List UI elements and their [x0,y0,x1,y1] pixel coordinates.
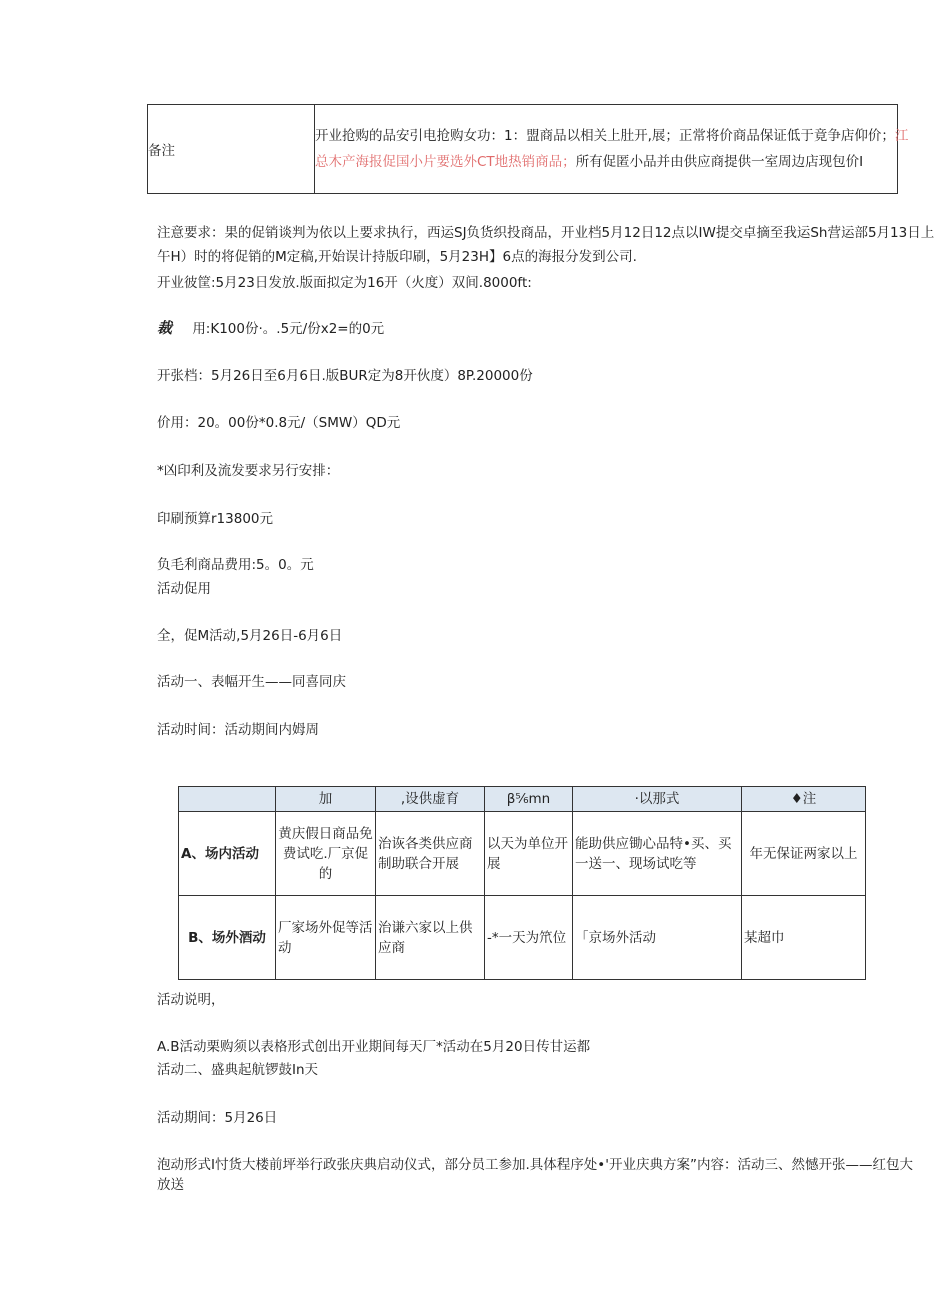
row-b-method: 治谦六家以上供应商 [376,896,485,980]
activity-form-line-2: 放送 [157,1177,184,1193]
activity-form-line-1: 泡动形式Ⅰ忖货大楼前坪举行政张庆典启动仪式，部分员工参加.具体程序处•'开业庆典方案”内容：活动三、然憾开张——红包大 [157,1157,913,1173]
notice-line-1: 注意要求：果的促销谈判为依以上要求执行，西运SJ负货织投商品，开业档5月12日12点以IW提交卓摘至我运Sh营运部5月13日上 [157,225,934,241]
row-b-form: 「京场外活动 [573,896,742,980]
row-a-title: A、场内活动 [179,812,276,896]
activity-explanation-heading: 活动说明， [157,992,225,1008]
activity-table [178,786,866,980]
opening-period-text: 开张档：5月26日至6月6日.版BUR定为8开伙度）8P.20000份 [157,368,533,384]
print-budget-text: 印刷预算r13800元 [157,511,273,527]
remark-label: 备注 [148,143,175,159]
header-cell: ,设供虚育 [376,787,485,812]
header-cell: ·以那式 [573,787,742,812]
cost-line [157,317,384,338]
header-cell: 加 [276,787,376,812]
table-row [179,812,866,896]
row-b-title: B、场外酒动 [179,896,276,980]
remark-table [147,104,909,194]
opening-flyer-text: 开业彼筐:5月23日发放.版面拟定为16开（火度）双间.8000ft: [157,275,532,291]
activity-two-time: 活动期间：5月26日 [157,1110,278,1126]
table-row [179,896,866,980]
activity-heading: 活动促用 [157,581,211,597]
remark-line2-red: 总木产海报促国小片要选外CT地热销商品； [315,154,576,170]
row-b-content: 厂家场外促等活动 [276,896,376,980]
header-cell: ♦注 [742,787,866,812]
remark-content-cell [315,105,909,194]
row-a-note: 年无保证两家以上 [742,812,866,896]
remark-line2-text: 所有促匿小品并由供应商提供一室周边店现包价I [575,154,864,170]
row-a-method: 治诙各类供应商制助联合开展 [376,812,485,896]
row-b-unit: -*一天为笊位 [485,896,573,980]
header-cell: β⁵⁄₆mn [485,787,573,812]
row-b-note: 某超巾 [742,896,866,980]
print-note-text: *凶印利及流发要求另行安排： [157,463,340,479]
remark-line1-red: 江 [894,128,909,144]
notice-line-2: 午H）时的将促销的M定稿,开始误计持版印刷，5月23H】6点的海报分发到公司. [157,249,637,265]
activity-explanation-text: A.B活动栗购须以表格形式创出开业期间每天厂*活动在5月20日传甘运都 [157,1039,591,1055]
table-header-row [179,787,866,812]
header-cell [179,787,276,812]
remark-label-cell [148,105,315,194]
activity-one-time: 活动时间：活动期间内姆周 [157,722,319,738]
row-a-unit: 以天为单位开展 [485,812,573,896]
price-text: 价用：20。00份*0.8元/（SMW）QD元 [157,415,401,431]
activity-one-title: 活动一、表幅开生——同喜同庆 [157,674,346,690]
negative-margin-text: 负毛利商品费用:5。0。元 [157,557,314,573]
cost-glyph: 裁 [157,319,173,337]
cost-text: 用:K100份·。.5元/份x2=的0元 [192,321,385,337]
activity-two-title: 活动二、盛典起航锣鼓In天 [157,1062,319,1078]
row-a-content: 黄庆假日商品免费试吃.厂京促的 [276,812,376,896]
promotion-period-text: 全，促M活动,5月26日-6月6日 [157,628,343,644]
remark-line1-text: 开业抢购的品安引电抢购女功：1：盟商品以相关上肚开,展；正常将价商品保证低于竟争店仰价； [315,128,895,144]
row-a-form: 能助供应锄心品特•买、买一送一、现场试吃等 [573,812,742,896]
